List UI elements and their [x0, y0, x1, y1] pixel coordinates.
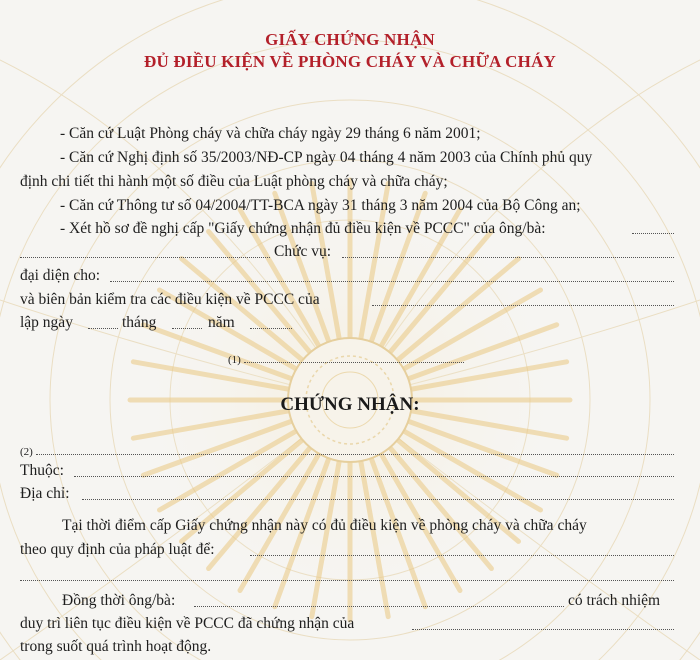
facility-field[interactable]	[412, 629, 674, 630]
basis-decree-cont: định chi tiết thi hành một số điều của Luật phòng cháy và chữa cháy;	[20, 173, 448, 190]
day-field[interactable]	[88, 328, 118, 329]
basis-application: - Xét hồ sơ đề nghị cấp "Giấy chứng nhận đủ điều kiện về PCCC" của ông/bà:	[60, 220, 546, 237]
establishment-field[interactable]	[36, 454, 674, 455]
inspection-field[interactable]	[372, 305, 674, 306]
inspection-label: và biên bản kiểm tra các điều kiện về PCCC của	[20, 291, 320, 308]
responsibility-line1-end: có trách nhiệm	[568, 592, 661, 609]
position-field[interactable]	[342, 257, 674, 258]
applicant-name-field-cont[interactable]	[20, 257, 270, 258]
month-label: tháng	[122, 314, 157, 331]
certificate-title: GIẤY CHỨNG NHẬN	[265, 30, 435, 49]
basis-circular: - Căn cứ Thông tư số 04/2004/TT-BCA ngày 31 tháng 3 năm 2004 của Bộ Công an;	[60, 197, 581, 214]
responsibility-line2: duy trì liên tục điều kiện về PCCC đã chứng nhận của	[20, 615, 355, 632]
made-on-label: lập ngày	[20, 314, 73, 331]
purpose-field[interactable]	[250, 555, 674, 556]
address-label: Địa chỉ:	[20, 485, 70, 502]
responsible-person-field[interactable]	[194, 606, 564, 607]
year-field[interactable]	[250, 328, 292, 329]
responsibility-line1-start: Đồng thời ông/bà:	[62, 592, 176, 609]
basis-law: - Căn cứ Luật Phòng cháy và chữa cháy ngày 29 tháng 6 năm 2001;	[60, 125, 481, 142]
basis-decree: - Căn cứ Nghị định số 35/2003/NĐ-CP ngày 04 tháng 4 năm 2003 của Chính phủ quy	[60, 149, 593, 166]
representing-field[interactable]	[110, 281, 674, 282]
belongs-field[interactable]	[74, 476, 674, 477]
certificate-subtitle: ĐỦ ĐIỀU KIỆN VỀ PHÒNG CHÁY VÀ CHỮA CHÁY	[143, 52, 557, 71]
address-field[interactable]	[82, 499, 674, 500]
responsibility-line3: trong suốt quá trình hoạt động.	[20, 638, 212, 655]
year-label: năm	[208, 314, 235, 331]
purpose-field-cont[interactable]	[20, 580, 674, 581]
certify-paragraph-line1: Tại thời điểm cấp Giấy chứng nhận này có đủ điều kiện về phòng cháy và chữa cháy	[62, 517, 587, 534]
authority-field[interactable]	[244, 362, 464, 363]
footnote-2-marker: (2)	[20, 446, 33, 458]
representing-label: đại diện cho:	[20, 267, 101, 284]
footnote-1-marker: (1)	[228, 354, 241, 366]
position-label: Chức vụ:	[274, 243, 332, 260]
applicant-name-field[interactable]	[632, 233, 674, 234]
certify-heading: CHỨNG NHẬN:	[280, 394, 420, 415]
certify-paragraph-line2: theo quy định của pháp luật để:	[20, 541, 215, 558]
belongs-label: Thuộc:	[20, 462, 64, 479]
month-field[interactable]	[172, 328, 202, 329]
